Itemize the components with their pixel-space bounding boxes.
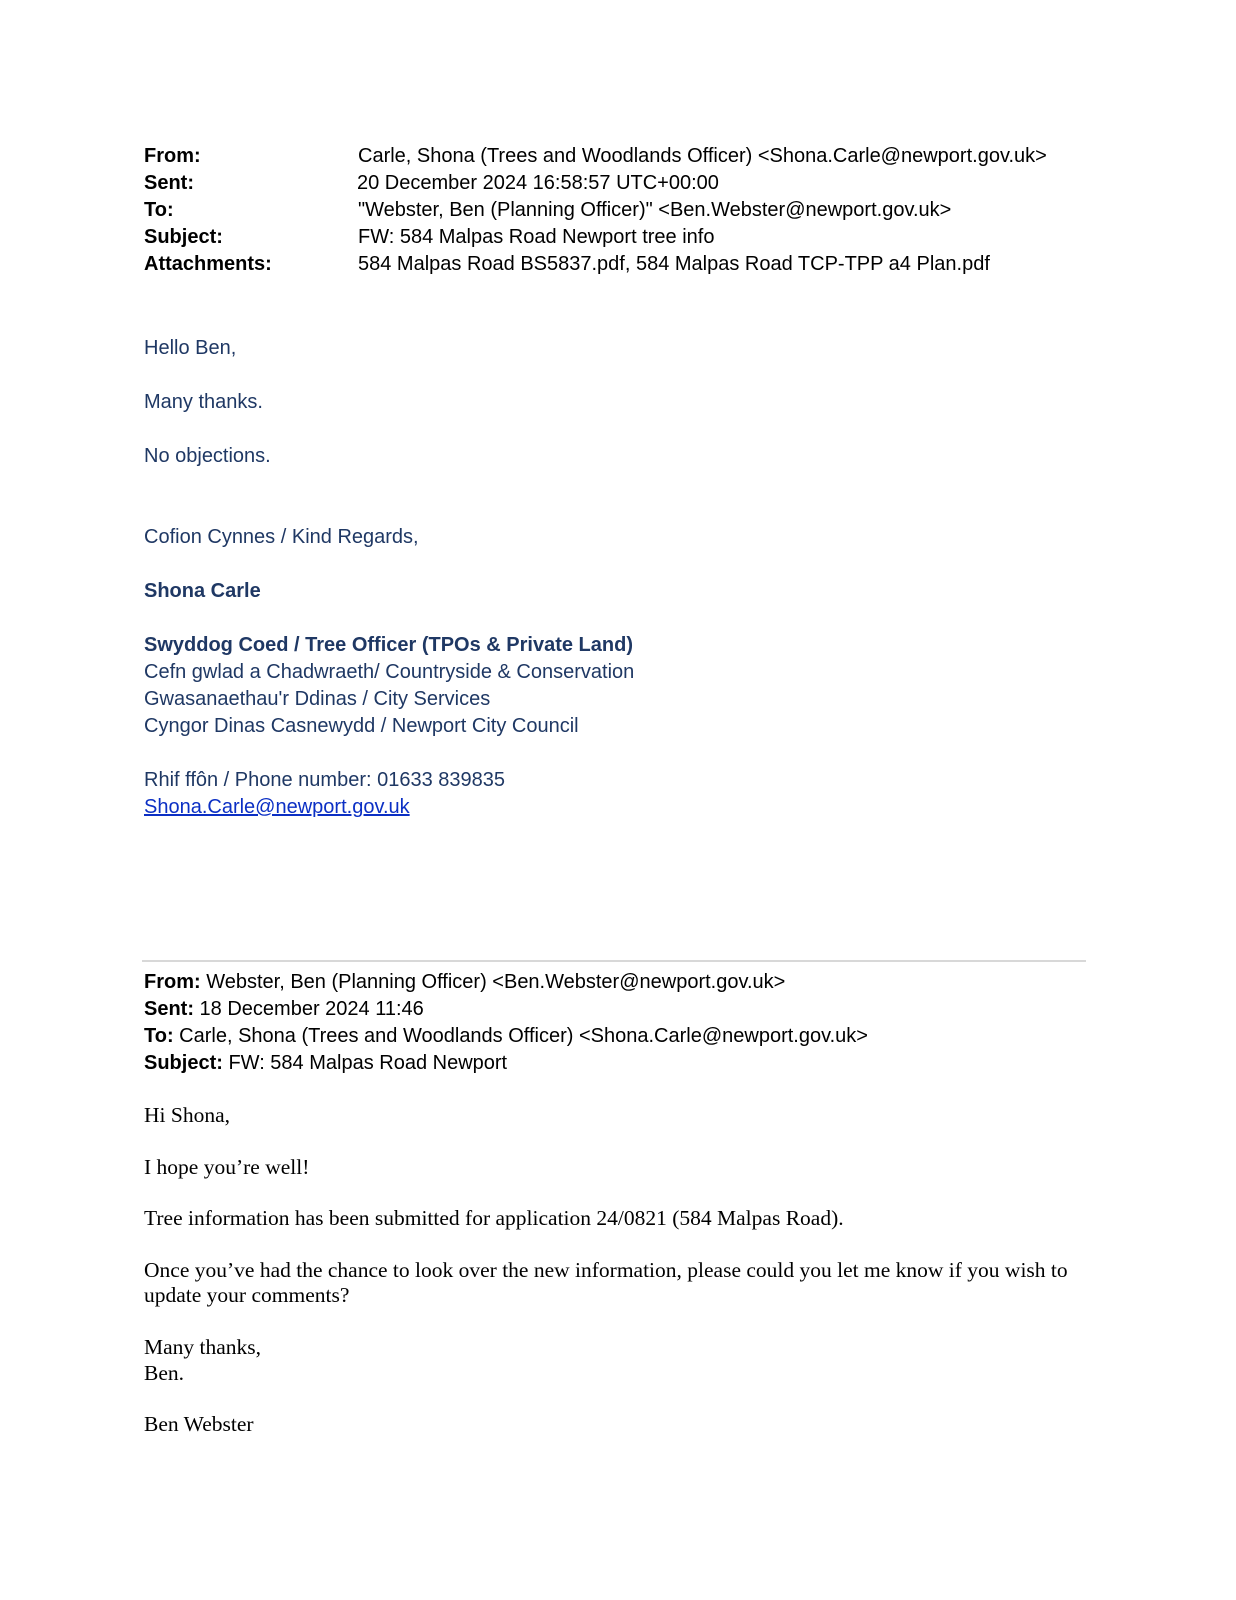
forward-greeting: Hi Shona,: [144, 1103, 230, 1127]
signature-title: Swyddog Coed / Tree Officer (TPOs & Private Land): [144, 634, 633, 656]
forward-from-label: From:: [144, 971, 201, 993]
forward-signature: Ben Webster: [144, 1412, 254, 1436]
forward-ben: Ben.: [144, 1361, 185, 1385]
forward-paragraph-1: I hope you’re well!: [144, 1155, 310, 1179]
to-value: "Webster, Ben (Planning Officer)" <Ben.Webster@newport.gov.uk>: [358, 199, 952, 221]
forward-from-value: Webster, Ben (Planning Officer) <Ben.Webster@newport.gov.uk>: [200, 971, 786, 993]
forward-from-row: [144, 969, 785, 996]
sent-value: 20 December 2024 16:58:57 UTC+00:00: [357, 172, 719, 194]
forward-sent-row: [144, 996, 424, 1023]
forward-subject-row: [144, 1050, 507, 1077]
subject-label: Subject:: [144, 226, 223, 248]
forward-to-label: To:: [144, 1025, 174, 1047]
reply-line-no-objections: No objections.: [144, 445, 271, 467]
signature-dept-2: Gwasanaethau'r Ddinas / City Services: [144, 688, 491, 710]
forward-divider: [142, 960, 1086, 962]
forward-thanks: Many thanks,: [144, 1335, 262, 1359]
sent-label: Sent:: [144, 172, 194, 194]
reply-line-thanks: Many thanks.: [144, 391, 263, 413]
signature-name: Shona Carle: [144, 580, 261, 602]
signature-phone: Rhif ffôn / Phone number: 01633 839835: [144, 769, 506, 791]
attachments-value: 584 Malpas Road BS5837.pdf, 584 Malpas Road TCP-TPP a4 Plan.pdf: [358, 253, 990, 275]
forward-paragraph-3: Once you’ve had the chance to look over the new information, please could you let me know if you wish to update your comments?: [144, 1258, 1068, 1307]
signature-dept-1: Cefn gwlad a Chadwraeth/ Countryside & Conservation: [144, 661, 635, 683]
to-label: To:: [144, 199, 174, 221]
reply-signoff: Cofion Cynnes / Kind Regards,: [144, 526, 419, 548]
signature-dept-3: Cyngor Dinas Casnewydd / Newport City Council: [144, 715, 579, 737]
attachments-label: Attachments:: [144, 253, 272, 275]
from-value: Carle, Shona (Trees and Woodlands Officer) <Shona.Carle@newport.gov.uk>: [358, 145, 1047, 167]
forward-paragraph-2: Tree information has been submitted for application 24/0821 (584 Malpas Road).: [144, 1206, 844, 1230]
subject-value: FW: 584 Malpas Road Newport tree info: [358, 226, 715, 248]
forward-subject-value: FW: 584 Malpas Road Newport: [222, 1052, 508, 1074]
forward-to-row: [144, 1023, 868, 1050]
forward-sent-value: 18 December 2024 11:46: [194, 998, 424, 1020]
signature-email-link[interactable]: Shona.Carle@newport.gov.uk: [144, 796, 410, 818]
forward-subject-label: Subject:: [144, 1052, 223, 1074]
forward-to-value: Carle, Shona (Trees and Woodlands Officer) <Shona.Carle@newport.gov.uk>: [173, 1025, 868, 1047]
from-label: From:: [144, 145, 201, 167]
forward-sent-label: Sent:: [144, 998, 194, 1020]
reply-greeting: Hello Ben,: [144, 337, 237, 359]
